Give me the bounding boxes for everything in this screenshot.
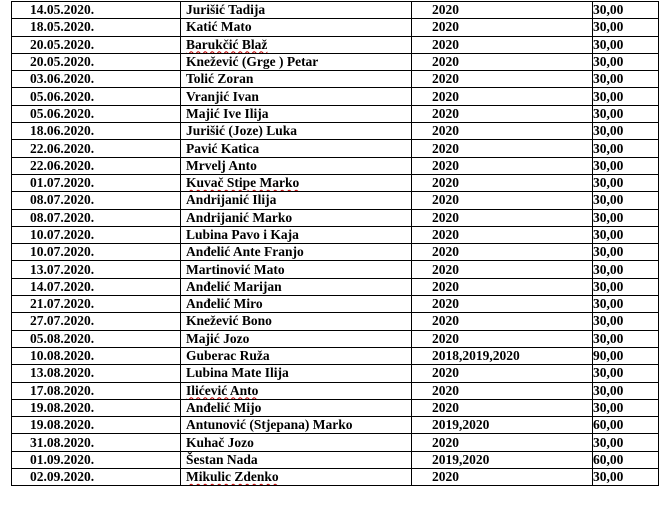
table-row	[12, 19, 659, 36]
name-cell	[181, 313, 412, 330]
amount-cell	[593, 2, 659, 19]
amount-cell	[593, 244, 659, 261]
table-row	[12, 313, 659, 330]
table-row	[12, 469, 659, 486]
date-cell-text: 19.08.2020.	[30, 399, 95, 415]
date-cell-text: 20.05.2020.	[30, 36, 95, 52]
date-cell-text: 13.07.2020.	[30, 261, 95, 277]
date-cell	[12, 226, 181, 243]
amount-cell-text: 30,00	[593, 365, 624, 381]
amount-cell	[593, 157, 659, 174]
name-cell	[181, 36, 412, 53]
name-cell-text: Guberac Ruža	[186, 348, 270, 364]
table-row	[12, 174, 659, 191]
amount-cell-text: 30,00	[593, 469, 624, 485]
name-cell	[181, 71, 412, 88]
amount-cell	[593, 226, 659, 243]
table-row	[12, 140, 659, 157]
years-cell-text: 2020	[432, 261, 459, 277]
years-cell	[412, 469, 593, 486]
name-cell-text: Knežević Bono	[186, 313, 272, 329]
amount-cell	[593, 71, 659, 88]
name-cell-text: Jurišić Tadija	[186, 2, 266, 18]
amount-cell-text: 60,00	[593, 417, 624, 433]
table-row	[12, 71, 659, 88]
name-cell-text: Anđelić Marijan	[186, 278, 282, 294]
years-cell-text: 2020	[432, 382, 459, 398]
amount-cell	[593, 123, 659, 140]
name-cell	[181, 382, 412, 399]
date-cell-text: 05.06.2020.	[30, 88, 95, 104]
name-cell-text: Vranjić Ivan	[186, 88, 259, 104]
date-cell	[12, 313, 181, 330]
table-row	[12, 88, 659, 105]
years-cell-text: 2020	[432, 71, 459, 87]
name-cell	[181, 434, 412, 451]
date-cell	[12, 365, 181, 382]
date-cell	[12, 2, 181, 19]
years-cell	[412, 296, 593, 313]
table-row	[12, 244, 659, 261]
date-cell-text: 19.08.2020.	[30, 417, 95, 433]
table-row	[12, 209, 659, 226]
date-cell-text: 20.05.2020.	[30, 54, 95, 70]
table-row	[12, 53, 659, 70]
date-cell-text: 03.06.2020.	[30, 71, 95, 87]
date-cell	[12, 71, 181, 88]
amount-cell	[593, 192, 659, 209]
years-cell	[412, 192, 593, 209]
table-row	[12, 36, 659, 53]
amount-cell-text: 30,00	[593, 330, 624, 346]
name-cell-text: Knežević (Grge ) Petar	[186, 54, 319, 70]
amount-cell-text: 30,00	[593, 244, 624, 260]
name-cell-text: Anđelić Ante Franjo	[186, 244, 304, 260]
name-cell	[181, 244, 412, 261]
name-cell-text: Anđelić Mijo	[186, 399, 262, 415]
years-cell-text: 2020	[432, 105, 459, 121]
name-cell-text: Lubina Pavo i Kaja	[186, 227, 299, 242]
amount-cell	[593, 296, 659, 313]
amount-cell-text: 30,00	[593, 313, 624, 329]
years-cell	[412, 19, 593, 36]
name-cell	[181, 19, 412, 36]
years-cell-text: 2019,2020	[432, 451, 490, 467]
years-cell-text: 2020	[432, 399, 459, 415]
amount-cell	[593, 434, 659, 451]
name-cell	[181, 123, 412, 140]
years-cell-text: 2020	[432, 330, 459, 346]
date-cell-text: 21.07.2020.	[30, 296, 95, 312]
amount-cell	[593, 382, 659, 399]
years-cell	[412, 36, 593, 53]
name-cell	[181, 88, 412, 105]
name-cell	[181, 174, 412, 191]
name-cell-text: Majić Ive Ilija	[186, 105, 269, 121]
years-cell-text: 2020	[432, 209, 459, 225]
amount-cell	[593, 174, 659, 191]
date-cell-text: 18.06.2020.	[30, 123, 95, 139]
name-cell	[181, 417, 412, 434]
date-cell	[12, 105, 181, 122]
name-cell	[181, 2, 412, 19]
years-cell-text: 2020	[432, 140, 459, 156]
table-row	[12, 417, 659, 434]
date-cell	[12, 88, 181, 105]
amount-cell	[593, 19, 659, 36]
date-cell	[12, 382, 181, 399]
amount-cell-text: 30,00	[593, 399, 624, 415]
years-cell	[412, 434, 593, 451]
amount-cell	[593, 365, 659, 382]
table-row	[12, 261, 659, 278]
amount-cell	[593, 399, 659, 416]
years-cell-text: 2020	[432, 54, 459, 70]
name-cell	[181, 192, 412, 209]
years-cell-text: 2020	[432, 157, 459, 173]
payments-table	[11, 1, 659, 486]
date-cell-text: 14.07.2020.	[30, 278, 95, 294]
years-cell-text: 2020	[432, 278, 459, 294]
amount-cell	[593, 313, 659, 330]
payments-table-container	[11, 1, 659, 486]
date-cell-text: 31.08.2020.	[30, 434, 95, 450]
date-cell	[12, 330, 181, 347]
name-cell	[181, 209, 412, 226]
date-cell	[12, 19, 181, 36]
amount-cell-text: 30,00	[593, 157, 624, 173]
name-cell	[181, 296, 412, 313]
years-cell	[412, 226, 593, 243]
amount-cell-text: 30,00	[593, 36, 624, 52]
date-cell	[12, 261, 181, 278]
amount-cell	[593, 36, 659, 53]
date-cell	[12, 53, 181, 70]
years-cell	[412, 244, 593, 261]
date-cell	[12, 434, 181, 451]
name-cell	[181, 365, 412, 382]
amount-cell-text: 30,00	[593, 19, 624, 35]
years-cell	[412, 157, 593, 174]
years-cell-text: 2020	[432, 434, 459, 450]
date-cell-text: 01.07.2020.	[30, 175, 95, 191]
table-row	[12, 347, 659, 364]
name-cell-text: Antunović (Stjepana) Marko	[186, 417, 353, 433]
years-cell-text: 2020	[432, 227, 459, 242]
name-cell	[181, 347, 412, 364]
date-cell-text: 10.07.2020.	[30, 227, 95, 242]
name-cell-text: Majić Jozo	[186, 330, 250, 346]
amount-cell	[593, 53, 659, 70]
years-cell-text: 2020	[432, 36, 459, 52]
date-cell-text: 13.08.2020.	[30, 365, 95, 381]
years-cell	[412, 123, 593, 140]
years-cell-text: 2019,2020	[432, 417, 490, 433]
years-cell-text: 2020	[432, 2, 459, 18]
date-cell	[12, 157, 181, 174]
table-row	[12, 330, 659, 347]
table-row	[12, 192, 659, 209]
table-row	[12, 278, 659, 295]
years-cell-text: 2020	[432, 192, 459, 208]
years-cell	[412, 140, 593, 157]
name-cell-text: Katić Mato	[186, 19, 252, 35]
name-cell	[181, 53, 412, 70]
name-cell-text: Martinović Mato	[186, 261, 285, 277]
amount-cell	[593, 417, 659, 434]
amount-cell	[593, 469, 659, 486]
name-cell-text: Kuhač Jozo	[186, 434, 254, 450]
table-row	[12, 399, 659, 416]
years-cell	[412, 53, 593, 70]
name-cell-text: Šestan Nada	[186, 451, 258, 467]
date-cell	[12, 451, 181, 468]
years-cell	[412, 105, 593, 122]
name-cell	[181, 226, 412, 243]
name-cell	[181, 140, 412, 157]
years-cell	[412, 261, 593, 278]
name-cell	[181, 451, 412, 468]
years-cell	[412, 451, 593, 468]
date-cell-text: 10.07.2020.	[30, 244, 95, 260]
date-cell-text: 14.05.2020.	[30, 2, 95, 18]
amount-cell-text: 30,00	[593, 2, 624, 18]
amount-cell	[593, 330, 659, 347]
date-cell-text: 22.06.2020.	[30, 157, 95, 173]
date-cell-text: 05.06.2020.	[30, 105, 95, 121]
years-cell	[412, 347, 593, 364]
amount-cell	[593, 347, 659, 364]
amount-cell-text: 30,00	[593, 296, 624, 312]
amount-cell	[593, 451, 659, 468]
amount-cell-text: 30,00	[593, 54, 624, 70]
amount-cell-text: 90,00	[593, 348, 624, 364]
date-cell-text: 05.08.2020.	[30, 330, 95, 346]
date-cell	[12, 296, 181, 313]
amount-cell	[593, 88, 659, 105]
years-cell-text: 2020	[432, 244, 459, 260]
table-row	[12, 365, 659, 382]
name-cell-text: Pavić Katica	[186, 140, 260, 156]
date-cell-text: 01.09.2020.	[30, 451, 95, 467]
table-row	[12, 157, 659, 174]
date-cell-text: 02.09.2020.	[30, 469, 95, 485]
years-cell-text: 2018,2019,2020	[432, 348, 520, 364]
date-cell	[12, 278, 181, 295]
date-cell	[12, 140, 181, 157]
amount-cell	[593, 278, 659, 295]
years-cell	[412, 71, 593, 88]
years-cell	[412, 278, 593, 295]
name-cell	[181, 399, 412, 416]
years-cell	[412, 313, 593, 330]
payments-table-body	[12, 2, 659, 486]
table-row	[12, 382, 659, 399]
amount-cell-text: 30,00	[593, 278, 624, 294]
table-row	[12, 451, 659, 468]
date-cell	[12, 347, 181, 364]
date-cell-text: 27.07.2020.	[30, 313, 95, 329]
years-cell	[412, 330, 593, 347]
name-cell-text: Mrvelj Anto	[186, 157, 257, 173]
date-cell	[12, 192, 181, 209]
years-cell	[412, 365, 593, 382]
amount-cell-text: 30,00	[593, 105, 624, 121]
amount-cell-text: 30,00	[593, 261, 624, 277]
years-cell-text: 2020	[432, 175, 459, 191]
years-cell	[412, 2, 593, 19]
name-cell	[181, 278, 412, 295]
years-cell	[412, 382, 593, 399]
years-cell-text: 2020	[432, 365, 459, 381]
date-cell	[12, 417, 181, 434]
years-cell-text: 2020	[432, 123, 459, 139]
name-cell-text: Anđelić Miro	[186, 296, 263, 312]
name-cell	[181, 157, 412, 174]
name-cell-text: Andrijanić Ilija	[186, 192, 277, 208]
table-row	[12, 434, 659, 451]
date-cell	[12, 399, 181, 416]
date-cell-text: 08.07.2020.	[30, 209, 95, 225]
name-cell	[181, 105, 412, 122]
name-cell-text: Barukčić Blaž	[186, 36, 268, 52]
amount-cell-text: 30,00	[593, 434, 624, 450]
name-cell-text: Kuvač Stipe Marko	[186, 175, 300, 191]
years-cell-text: 2020	[432, 313, 459, 329]
amount-cell	[593, 105, 659, 122]
date-cell	[12, 209, 181, 226]
date-cell-text: 18.05.2020.	[30, 19, 95, 35]
years-cell	[412, 88, 593, 105]
name-cell	[181, 469, 412, 486]
amount-cell-text: 30,00	[593, 382, 624, 398]
amount-cell-text: 30,00	[593, 192, 624, 208]
name-cell-text: Jurišić (Joze) Luka	[186, 123, 297, 139]
years-cell-text: 2020	[432, 469, 459, 485]
years-cell-text: 2020	[432, 296, 459, 312]
amount-cell	[593, 140, 659, 157]
name-cell-text: Tolić Zoran	[186, 71, 254, 87]
name-cell-text: Andrijanić Marko	[186, 209, 293, 225]
amount-cell	[593, 209, 659, 226]
amount-cell-text: 60,00	[593, 451, 624, 467]
amount-cell-text: 30,00	[593, 209, 624, 225]
amount-cell-text: 30,00	[593, 227, 624, 242]
amount-cell-text: 30,00	[593, 88, 624, 104]
date-cell	[12, 244, 181, 261]
years-cell	[412, 417, 593, 434]
years-cell	[412, 399, 593, 416]
name-cell-text: Lubina Mate Ilija	[186, 365, 289, 381]
amount-cell-text: 30,00	[593, 140, 624, 156]
amount-cell-text: 30,00	[593, 123, 624, 139]
table-row	[12, 105, 659, 122]
table-row	[12, 296, 659, 313]
date-cell	[12, 174, 181, 191]
amount-cell-text: 30,00	[593, 71, 624, 87]
date-cell	[12, 469, 181, 486]
name-cell	[181, 330, 412, 347]
amount-cell	[593, 261, 659, 278]
date-cell-text: 10.08.2020.	[30, 348, 95, 364]
name-cell	[181, 261, 412, 278]
years-cell-text: 2020	[432, 19, 459, 35]
date-cell-text: 08.07.2020.	[30, 192, 95, 208]
table-row	[12, 123, 659, 140]
years-cell	[412, 209, 593, 226]
date-cell	[12, 123, 181, 140]
date-cell-text: 22.06.2020.	[30, 140, 95, 156]
date-cell	[12, 36, 181, 53]
table-row	[12, 2, 659, 19]
name-cell-text: Ilićević Anto	[186, 382, 259, 398]
date-cell-text: 17.08.2020.	[30, 382, 95, 398]
table-row	[12, 226, 659, 243]
amount-cell-text: 30,00	[593, 175, 624, 191]
years-cell-text: 2020	[432, 88, 459, 104]
name-cell-text: Mikulic Zdenko	[186, 469, 279, 485]
years-cell	[412, 174, 593, 191]
